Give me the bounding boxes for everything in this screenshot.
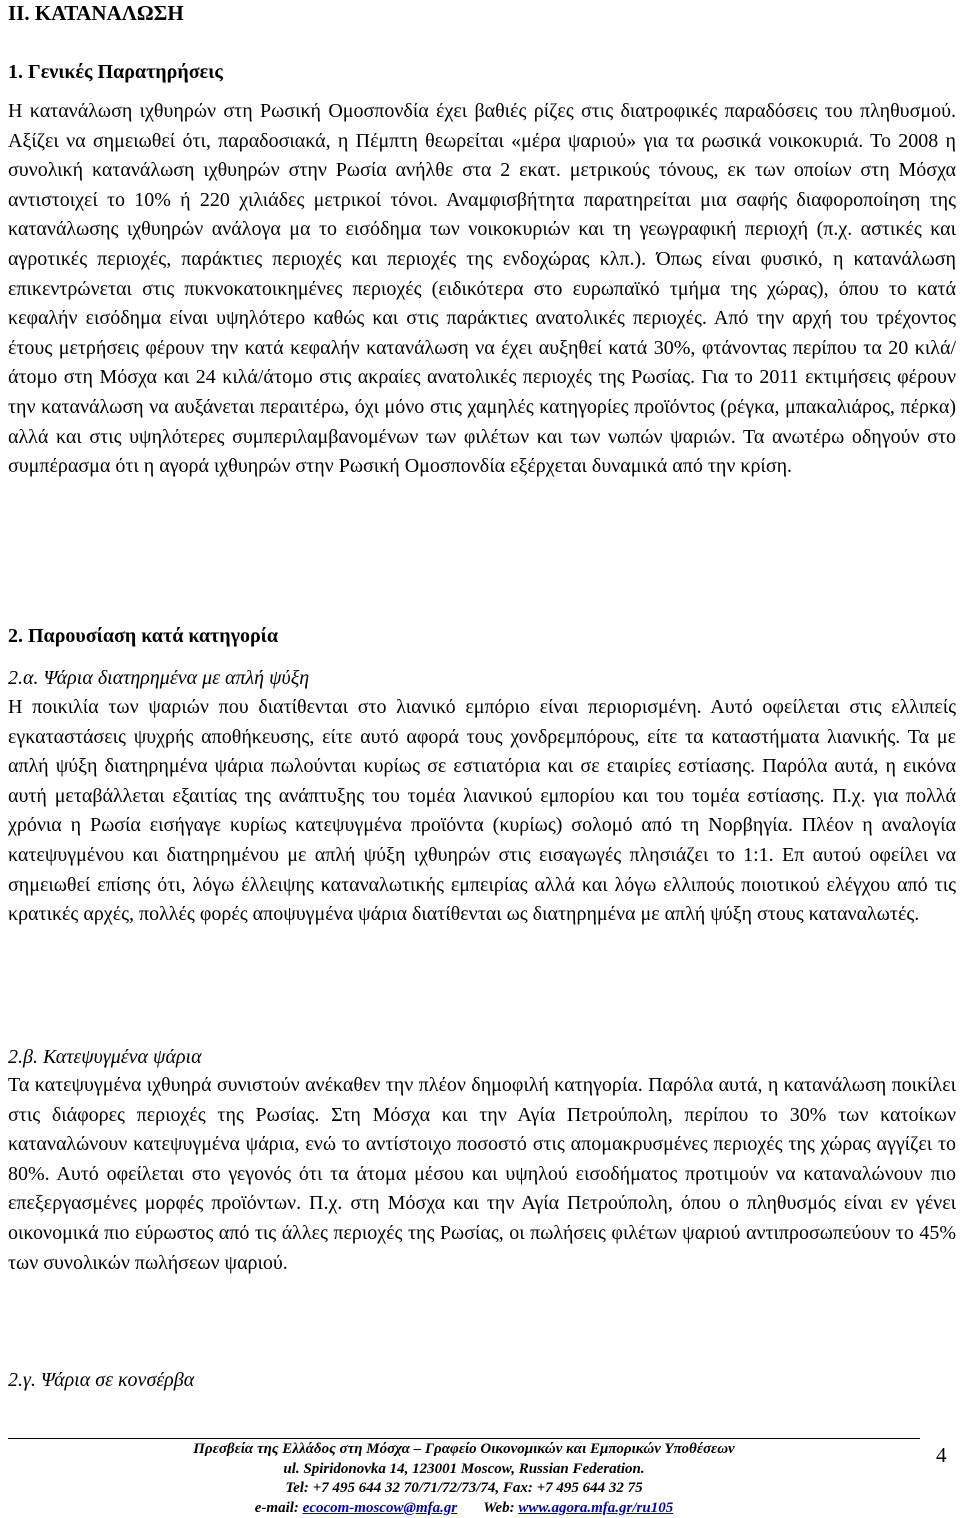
footer-divider [8,1438,920,1439]
footer-embassy-line: Πρεσβεία της Ελλάδος στη Μόσχα – Γραφείο Οικονομικών και Εμπορικών Υποθέσεων [8,1440,920,1460]
footer [8,1440,920,1518]
paragraph-general-remarks: Η κατανάλωση ιχθυηρών στη Ρωσική Ομοσπονδία έχει βαθιές ρίζες στις διατροφικές παραδόσεις του πληθυσμού. Αξίζει να σημειωθεί ότι, παραδοσιακά, η Πέμπτη θεωρείται «μέρα ψαριού» για τα ρωσικά νοικοκυριά. Το 2008 η συνολική κατανάλωση ιχθυηρών στην Ρωσία ανήλθε στα 2 εκατ. μετρικούς τόνους, εκ των οποίων στη Μόσχα αντιστοιχεί το 10% ή 220 χιλιάδες μετρικοί τόνοι. Αναμφισβήτητα παρατηρείται μια σαφής διαφοροποίηση της κατανάλωσης ιχθυηρών ανάλογα μα το εισόδημα των νοικοκυριών και τη γεωγραφική περιοχή (π.χ. αστικές και αγροτικές περιοχές, παράκτιες περιοχές και περιοχές της ενδοχώρας κλπ.). Όπως είναι φυσικό, η κατανάλωση επικεντρώνεται στις πυκνοκατοικημένες περιοχές (ειδικότερα στο ευρωπαϊκό τμήμα της χώρας), όπου το κατά κεφαλήν εισόδημα είναι υψηλότερο καθώς και στις παράκτιες ανατολικές περιοχές. Από την αρχή του τρέχοντος έτους μετρήσεις φέρουν την κατά κεφαλήν κατανάλωση να έχει αυξηθεί κατά 30%, φτάνοντας περίπου τα 20 κιλά/άτομο στη Μόσχα και 24 κιλά/άτομο στις ακραίες ανατολικές περιοχές της Ρωσίας. Για το 2011 εκτιμήσεις φέρουν την κατανάλωση να αυξάνεται περαιτέρω, όχι μόνο στις χαμηλές κατηγορίες προϊόντος (ρέγκα, μπακαλιάρος, πέρκα) αλλά και στις υψηλότερες συμπεριλαμβανομένων των φιλέτων και των νωπών ψαριών. Τα ανωτέρω οδηγούν στο συμπέρασμα ότι η αγορά ιχθυηρών στην Ρωσική Ομοσπονδία εξέρχεται δυναμικά από την κρίση. [8,97,956,482]
heading-general-remarks: 1. Γενικές Παρατηρήσεις [8,58,956,87]
footer-address-line: ul. Spiridonovka 14, 123001 Moscow, Russian Federation. [8,1460,920,1480]
heading-presentation-by-category: 2. Παρουσίαση κατά κατηγορία [8,622,956,651]
section-title: ΙΙ. ΚΑΤΑΝΑΛΩΣΗ [8,0,956,26]
footer-email-label: e-mail: [255,1500,299,1516]
subheading-canned-fish: 2.γ. Ψάρια σε κονσέρβα [8,1366,956,1395]
footer-web-link[interactable]: www.agora.mfa.gr/ru105 [518,1500,673,1516]
page-number: 4 [936,1443,947,1468]
footer-email-link[interactable]: ecocom-moscow@mfa.gr [303,1500,458,1516]
subheading-frozen-fish: 2.β. Κατεψυγμένα ψάρια [8,1043,956,1072]
paragraph-chilled-fish: Η ποικιλία των ψαριών που διατίθενται στο λιανικό εμπόριο είναι περιορισμένη. Αυτό οφείλεται στις ελλιπείς εγκαταστάσεις ψυχρής αποθήκευσης, είτε αυτό αφορά τους χονδρεμπόρους, είτε τα καταστήματα λιανικής. Τα με απλή ψύξη διατηρημένα ψάρια πωλούνται κυρίως σε εστιατόρια και σε εταιρίες εστίασης. Παρόλα αυτά, η εικόνα αυτή μεταβάλλεται εξαιτίας της ανάπτυξης του τομέα λιανικού εμπορίου και του τομέα εστίασης. Π.χ. για πολλά χρόνια η Ρωσία εισήγαγε κυρίως κατεψυγμένα προϊόντα (κυρίως) σολομό από τη Νορβηγία. Πλέον η αναλογία κατεψυγμένου και διατηρημένου με απλή ψύξη ιχθυηρών στις εισαγωγές πλησιάζει το 1:1. Επ αυτού οφείλει να σημειωθεί επίσης ότι, λόγω έλλειψης καταναλωτικής εμπειρίας αλλά και λόγω ελλιπούς ποιοτικού ελέγχου από τις κρατικές αρχές, πολλές φορές αποψυγμένα ψάρια διατίθενται ως διατηρημένα με απλή ψύξη στους καταναλωτές. [8,693,956,930]
footer-contact-line [8,1499,920,1518]
subheading-chilled-fish: 2.α. Ψάρια διατηρημένα με απλή ψύξη [8,664,956,693]
footer-web-label: Web: [483,1500,514,1516]
footer-phone-line: Tel: +7 495 644 32 70/71/72/73/74, Fax: +7 495 644 32 75 [8,1479,920,1499]
paragraph-frozen-fish: Τα κατεψυγμένα ιχθυηρά συνιστούν ανέκαθεν την πλέον δημοφιλή κατηγορία. Παρόλα αυτά, η κατανάλωση ποικίλει στις διάφορες περιοχές της Ρωσίας. Στη Μόσχα και την Αγία Πετρούπολη, περίπου το 30% των κατοίκων καταναλώνουν κατεψυγμένα ψάρια, ενώ το αντίστοιχο ποσοστό στις απομακρυσμένες περιοχές της χώρας αγγίζει το 80%. Αυτό οφείλεται στο γεγονός ότι τα άτομα μέσου και υψηλού εισοδήματος προτιμούν να καταναλώνουν πιο επεξεργασμένες μορφές προϊόντων. Π.χ. στη Μόσχα και την Αγία Πετρούπολη, όπου ο πληθυσμός είναι εν γένει οικονομικά πιο εύρωστος από τις άλλες περιοχές της Ρωσίας, οι πωλήσεις φιλέτων ψαριού αντιπροσωπεύουν το 45% των συνολικών πωλήσεων ψαριού. [8,1071,956,1278]
